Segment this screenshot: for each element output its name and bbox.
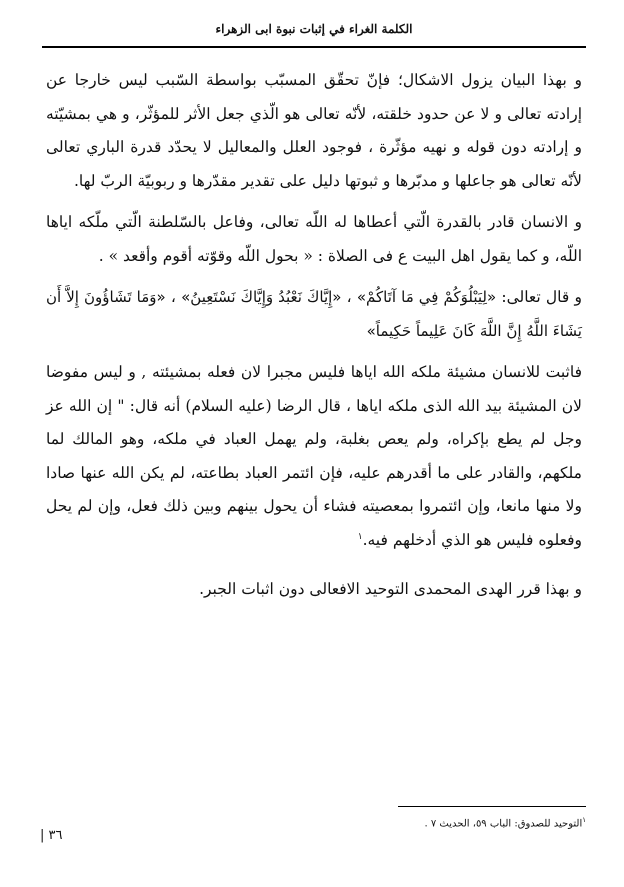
footnote-text: التوحيد للصدوق: الباب ٥٩، الحديث ٧ . [424, 818, 583, 830]
paragraph-human-power: و الانسان قادر بالقدرة الّتي أعطاها له اللّه تعالى، وفاعل بالسّلطنة الّتي ملّكه اياها اللّه، و كما يقول اهل البيت ع فى الصلاة : « بحول اللّه وقوّته أقوم وأقعد » . [46, 213, 582, 265]
paragraph-quran-verses [46, 281, 582, 348]
paragraph-hadith [46, 356, 582, 557]
running-header: الكلمة الغراء في إثبات نبوة ابى الزهراء [215, 22, 413, 36]
quran-verse-1: «لِيَبْلُوَكُمْ فِي مَا آتَاكُمْ» [356, 288, 497, 306]
footnote-reference[interactable]: ١ [357, 531, 363, 542]
quran-verse-3: «وَمَا تَشَاؤُونَ إِلاَّ أَن يَشَاءَ اللَّهُ إِنَّ اللَّهَ كَانَ عَلِيماً حَكِيماً» [46, 288, 582, 340]
footnote-rule [398, 806, 586, 807]
paragraph-conclusion: و بهذا قرر الهدى المحمدى التوحيد الافعالى دون اثبات الجبر. [199, 580, 582, 598]
quran-verse-2: «إِيَّاكَ نَعْبُدُ وَإِيَّاكَ نَسْتَعِينُ» [181, 288, 342, 306]
header-rule [42, 46, 586, 48]
page-number: ٣٦ | [40, 828, 63, 843]
footnote [286, 813, 586, 831]
footnote-marker: ١ [582, 816, 586, 824]
verse-intro: و قال تعالى: [496, 288, 583, 306]
hadith-text: فاثبت للانسان مشيئة ملكه الله اياها فليس مجبرا لان فعله بمشيئته , و ليس مفوضا لان المشيئة بيد الله الذى ملكه اياها ، قال الرضا (عليه السلام) أنه قال: " إن الله عز وجل لم يطع بإكراه، ولم يعص بغلبة، ولم يهمل العباد في ملكه، وهو المالك لما ملكهم، والقادر على ما أقدرهم عليه، فإن ائتمر العباد بطاعته، لم يكن الله عنها صادا ولا منها مانعا، وإن ائتمروا بمعصيته فشاء أن يحول بينهم وبين ذلك فعل، وإن لم يحل وفعلوه فليس هو الذي أدخلهم فيه. [46, 363, 582, 549]
verse-separator: ، [165, 288, 182, 306]
verse-separator: ، [341, 288, 357, 306]
body-text [46, 64, 582, 615]
paragraph-causality: و بهذا البيان يزول الاشكال؛ فإنّ تحقّق المسبّب بواسطة السّبب ليس خارجا عن إرادته تعالى و لا عن حدود خلقته، لأنّه تعالى هو الّذي جعل الأثر للمؤثّر، و هي بمشيّته و إرادته دون قوله و نهيه مؤثّرة ، فوجود العلل والمعاليل لا يحدّد قدرة الباري تعالى لأنّه تعالى هو جاعلها و مدبّرها و ثبوتها دليل على تقدير مقدّرها و ربوبيّة الربّ لها. [46, 71, 582, 190]
